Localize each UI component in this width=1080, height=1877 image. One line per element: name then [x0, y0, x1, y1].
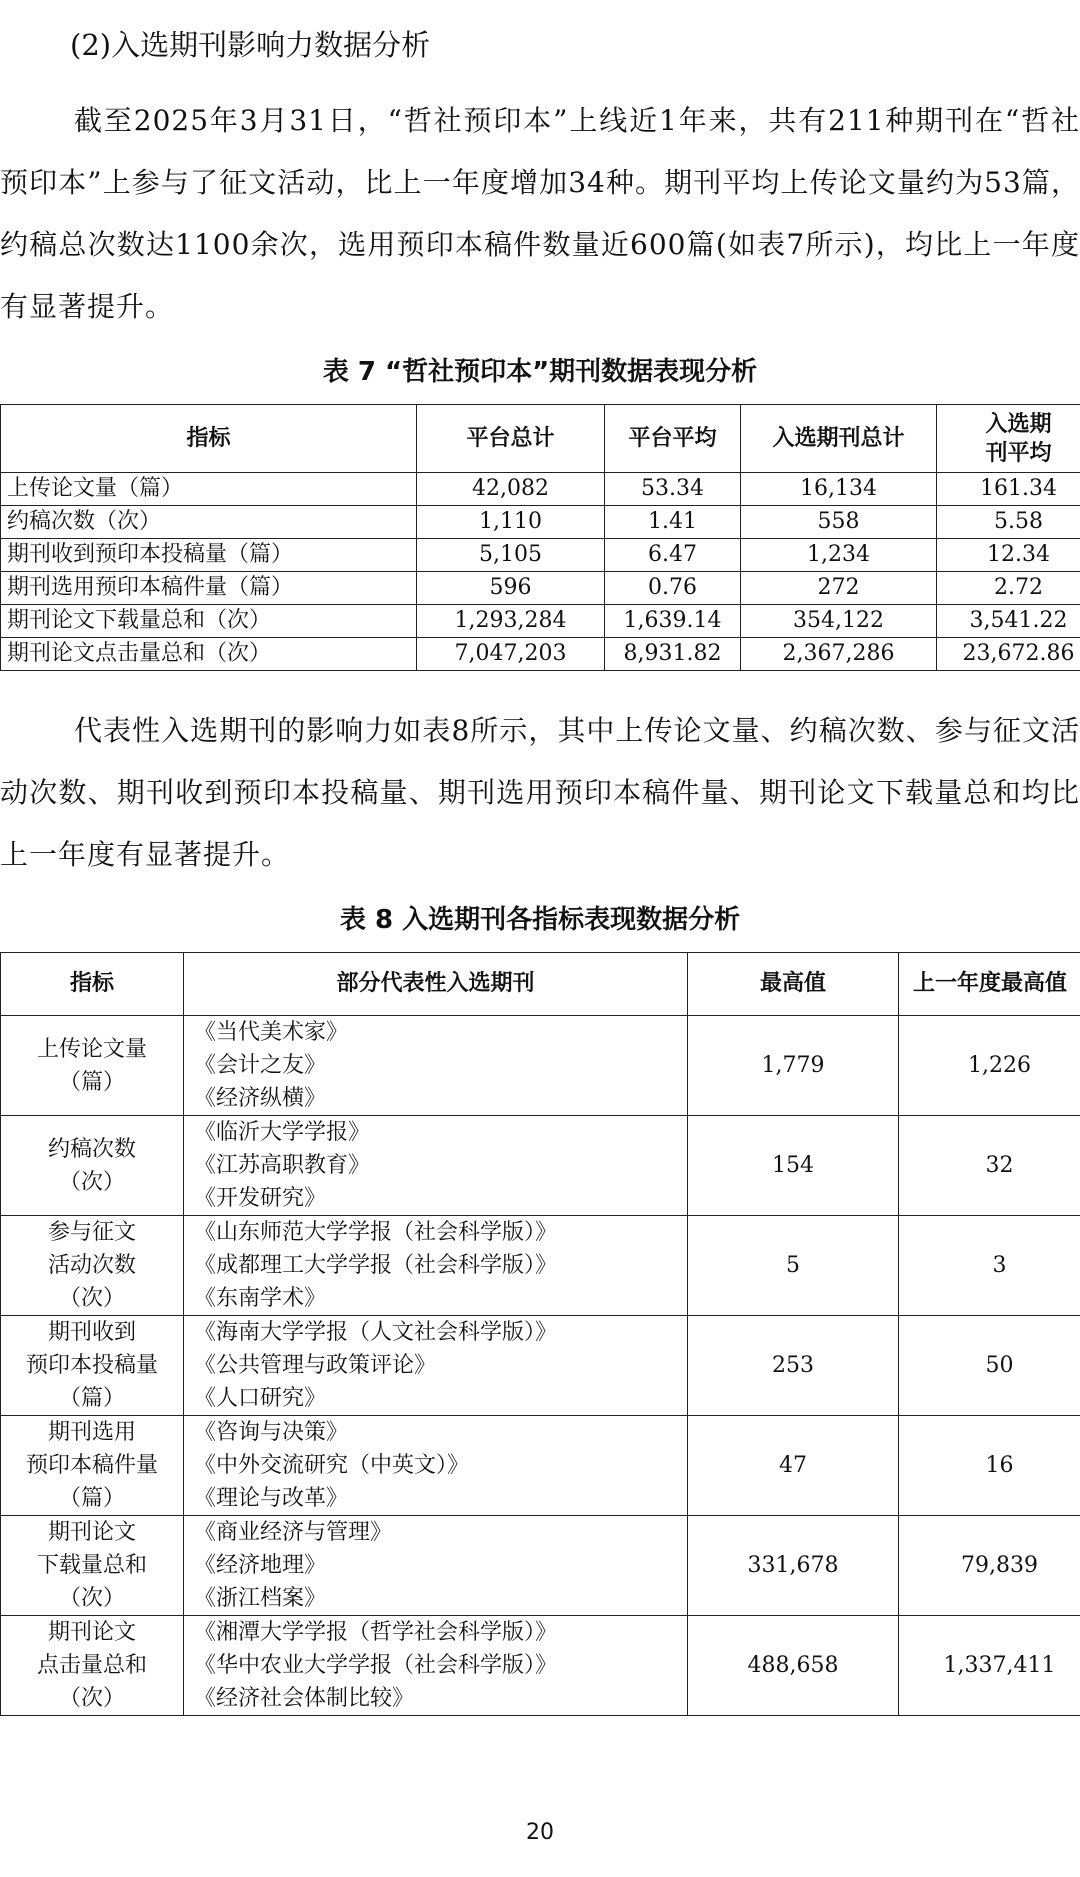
table7-header-platform-average: 平台平均	[605, 405, 741, 473]
table8-header-prev-max: 上一年度最高值	[899, 953, 1080, 1016]
journal-name: 《理论与改革》	[194, 1486, 349, 1511]
table-cell-value: 16,134	[741, 473, 937, 506]
journal-name: 《山东师范大学学报（社会科学版）》	[194, 1220, 558, 1245]
journal-name: 《开发研究》	[194, 1186, 327, 1211]
table-row	[1, 506, 1080, 539]
table-row	[1, 539, 1080, 572]
table-cell-indicator	[1, 1216, 184, 1316]
table-cell-indicator: 期刊收到预印本投稿量（篇）	[1, 539, 417, 572]
indicator-line: 上传论文量	[36, 1036, 147, 1062]
indicator-line: 点击量总和	[36, 1653, 147, 1678]
indicator-line: 预印本投稿量	[25, 1353, 158, 1378]
journal-name: 《商业经济与管理》	[194, 1520, 393, 1545]
table8-header-max: 最高值	[688, 953, 899, 1016]
table-cell-value: 3,541.22	[937, 605, 1080, 638]
table-cell-value: 161.34	[937, 473, 1080, 506]
table-cell-indicator	[1, 1416, 184, 1516]
table-cell-journals	[184, 1016, 688, 1116]
table-row	[1, 473, 1080, 506]
paragraph-journal-summary: 截至2025年3月31日，“哲社预印本”上线近1年来，共有211种期刊在“哲社预印本”上参与了征文活动，比上一年度增加34种。期刊平均上传论文量约为53篇，约稿总次数达1100余次，选用预印本稿件数量近600篇(如表7所示)，均比上一年度有显著提升。	[0, 104, 1080, 323]
table-cell-prev-max: 1,226	[899, 1016, 1080, 1116]
table-cell-value: 42,082	[417, 473, 605, 506]
table-cell-value: 0.76	[605, 572, 741, 605]
table8-header-row	[1, 953, 1080, 1016]
table-cell-value: 8,931.82	[605, 638, 741, 671]
table-cell-indicator: 上传论文量（篇）	[1, 473, 417, 506]
table-cell-prev-max: 1,337,411	[899, 1616, 1080, 1716]
table-cell-value: 1,234	[741, 539, 937, 572]
table-cell-max: 154	[688, 1116, 899, 1216]
table-cell-value: 53.34	[605, 473, 741, 506]
table-cell-indicator	[1, 1016, 184, 1116]
journal-name: 《会计之友》	[194, 1053, 327, 1078]
indicator-line: 下载量总和	[36, 1553, 147, 1578]
indicator-line: 约稿次数	[47, 1136, 136, 1162]
indicator-line: 预印本稿件量	[25, 1453, 158, 1478]
table-cell-journals	[184, 1116, 688, 1216]
indicator-line: 期刊论文	[47, 1520, 136, 1545]
journal-name: 《经济社会体制比较》	[194, 1686, 415, 1711]
table-row	[1, 1016, 1080, 1116]
journal-name: 《经济地理》	[194, 1553, 327, 1578]
table-row	[1, 1216, 1080, 1316]
table-cell-value: 12.34	[937, 539, 1080, 572]
table8-indicator-data	[0, 952, 1080, 1716]
journal-name: 《人口研究》	[194, 1386, 327, 1411]
table7-header-selected-average-text: 入选期刊平均	[985, 411, 1052, 466]
table7-header-row	[1, 405, 1080, 473]
table-cell-value: 5.58	[937, 506, 1080, 539]
indicator-line: （次）	[58, 1586, 125, 1611]
table-cell-indicator: 期刊选用预印本稿件量（篇）	[1, 572, 417, 605]
indicator-line: 期刊收到	[47, 1320, 136, 1345]
table7-header-indicator: 指标	[1, 405, 417, 473]
indicator-line: （次）	[58, 1169, 125, 1195]
table-row	[1, 1416, 1080, 1516]
table-cell-max: 253	[688, 1316, 899, 1416]
table-cell-indicator	[1, 1316, 184, 1416]
table-cell-journals	[184, 1616, 688, 1716]
indicator-line: 期刊选用	[47, 1420, 136, 1445]
table8-header-journals: 部分代表性入选期刊	[184, 953, 688, 1016]
table-cell-indicator	[1, 1116, 184, 1216]
journal-name: 《海南大学学报（人文社会科学版）》	[194, 1320, 558, 1345]
journal-name: 《咨询与决策》	[194, 1420, 349, 1445]
table7-journal-data	[0, 404, 1080, 671]
table-cell-value: 1.41	[605, 506, 741, 539]
indicator-line: （篇）	[58, 1386, 125, 1411]
table-cell-max: 5	[688, 1216, 899, 1316]
table-row	[1, 1116, 1080, 1216]
journal-name: 《东南学术》	[194, 1286, 327, 1311]
table-cell-value: 1,639.14	[605, 605, 741, 638]
table-cell-indicator: 约稿次数（次）	[1, 506, 417, 539]
table-cell-journals	[184, 1416, 688, 1516]
table-row	[1, 605, 1080, 638]
section-heading: (2)入选期刊影响力数据分析	[70, 28, 431, 62]
table-cell-max: 488,658	[688, 1616, 899, 1716]
table-cell-journals	[184, 1516, 688, 1616]
table7-header-platform-total: 平台总计	[417, 405, 605, 473]
table-cell-value: 6.47	[605, 539, 741, 572]
table-cell-journals	[184, 1316, 688, 1416]
table-row	[1, 1316, 1080, 1416]
journal-name: 《经济纵横》	[194, 1086, 327, 1111]
table-cell-value: 596	[417, 572, 605, 605]
table-cell-value: 5,105	[417, 539, 605, 572]
table-cell-prev-max: 79,839	[899, 1516, 1080, 1616]
table-row	[1, 1616, 1080, 1716]
journal-name: 《公共管理与政策评论》	[194, 1353, 437, 1378]
journal-name: 《华中农业大学学报（社会科学版）》	[194, 1653, 558, 1678]
table-cell-value: 1,110	[417, 506, 605, 539]
journal-name: 《中外交流研究（中英文）》	[194, 1453, 470, 1478]
journal-name: 《江苏高职教育》	[194, 1153, 371, 1178]
table-cell-value: 1,293,284	[417, 605, 605, 638]
table-cell-journals	[184, 1216, 688, 1316]
table-cell-prev-max: 3	[899, 1216, 1080, 1316]
table7-caption: 表 7 “哲社预印本”期刊数据表现分析	[322, 357, 758, 387]
table-cell-max: 331,678	[688, 1516, 899, 1616]
indicator-line: 参与征文	[47, 1220, 136, 1245]
table-cell-prev-max: 32	[899, 1116, 1080, 1216]
table-row	[1, 572, 1080, 605]
paragraph-representative-journals: 代表性入选期刊的影响力如表8所示，其中上传论文量、约稿次数、参与征文活动次数、期刊收到预印本投稿量、期刊选用预印本稿件量、期刊论文下载量总和均比上一年度有显著提升。	[0, 714, 1080, 871]
table-cell-max: 1,779	[688, 1016, 899, 1116]
journal-name: 《当代美术家》	[194, 1020, 349, 1045]
indicator-line: 期刊论文	[47, 1620, 136, 1645]
table-row	[1, 1516, 1080, 1616]
table-cell-value: 23,672.86	[937, 638, 1080, 671]
table7-header-selected-total: 入选期刊总计	[741, 405, 937, 473]
table-cell-indicator	[1, 1616, 184, 1716]
table-cell-value: 272	[741, 572, 937, 605]
table8-caption: 表 8 入选期刊各指标表现数据分析	[339, 905, 741, 935]
journal-name: 《成都理工大学学报（社会科学版）》	[194, 1253, 558, 1278]
table-cell-indicator: 期刊论文点击量总和（次）	[1, 638, 417, 671]
table-cell-value: 7,047,203	[417, 638, 605, 671]
table-cell-value: 354,122	[741, 605, 937, 638]
indicator-line: （篇）	[58, 1069, 125, 1095]
table-row	[1, 638, 1080, 671]
table-cell-value: 558	[741, 506, 937, 539]
indicator-line: （篇）	[58, 1486, 125, 1511]
indicator-line: （次）	[58, 1686, 125, 1711]
journal-name: 《浙江档案》	[194, 1586, 327, 1611]
table-cell-indicator: 期刊论文下载量总和（次）	[1, 605, 417, 638]
table-cell-value: 2.72	[937, 572, 1080, 605]
table8-header-indicator: 指标	[1, 953, 184, 1016]
table-cell-value: 2,367,286	[741, 638, 937, 671]
table-cell-indicator	[1, 1516, 184, 1616]
journal-name: 《湘潭大学学报（哲学社会科学版）》	[194, 1620, 558, 1645]
journal-name: 《临沂大学学报》	[194, 1120, 371, 1145]
table-cell-prev-max: 16	[899, 1416, 1080, 1516]
table-cell-prev-max: 50	[899, 1316, 1080, 1416]
table7-header-selected-average	[937, 405, 1080, 473]
page-number: 20	[526, 1820, 554, 1845]
indicator-line: 活动次数	[47, 1253, 136, 1278]
indicator-line: （次）	[58, 1286, 125, 1311]
table-cell-max: 47	[688, 1416, 899, 1516]
